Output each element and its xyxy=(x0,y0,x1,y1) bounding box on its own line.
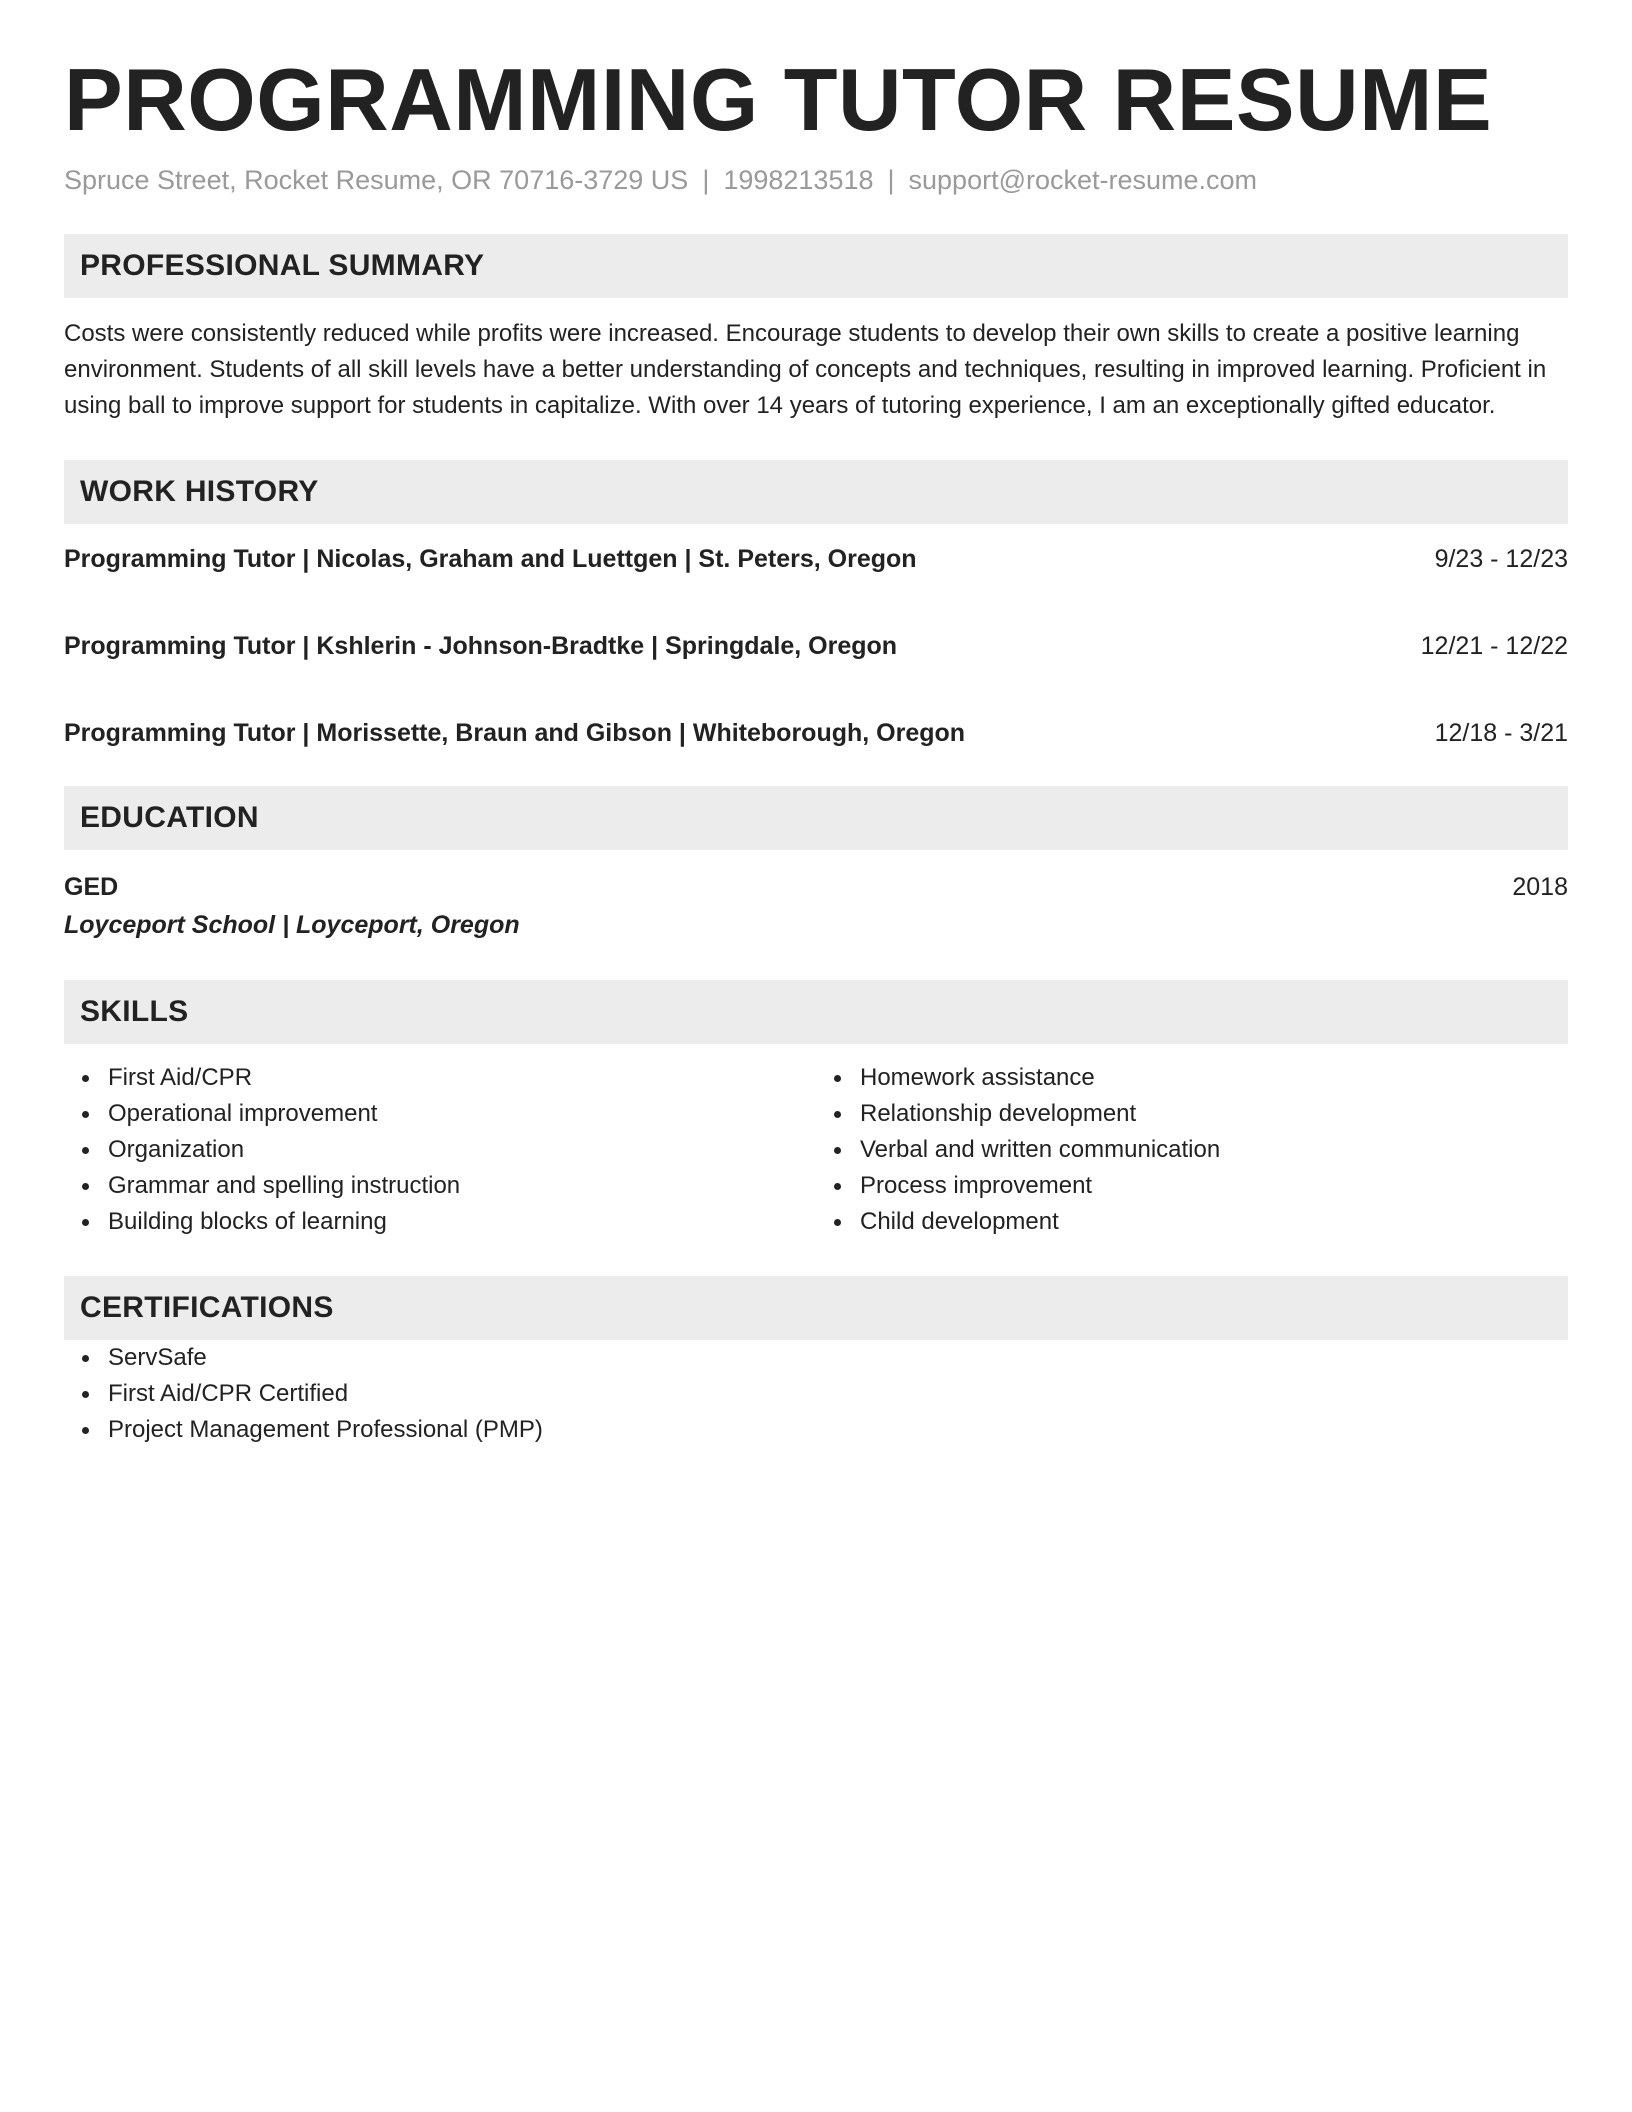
certification-item: First Aid/CPR Certified xyxy=(108,1376,1568,1412)
skill-item: Verbal and written communication xyxy=(860,1132,1568,1168)
skills-list-left xyxy=(64,1060,816,1240)
education-row xyxy=(64,868,1568,906)
job-dates: 12/21 - 12/22 xyxy=(1420,631,1568,660)
job-title: Programming Tutor | Kshlerin - Johnson-Bradtke | Springdale, Oregon xyxy=(64,631,898,660)
skills-list-right xyxy=(816,1060,1568,1240)
certifications-section xyxy=(64,1276,1568,1448)
certification-item: ServSafe xyxy=(108,1340,1568,1376)
skills-heading: SKILLS xyxy=(64,980,1568,1044)
contact-line xyxy=(64,163,1568,198)
skills-columns xyxy=(64,1060,1568,1240)
job-dates: 9/23 - 12/23 xyxy=(1434,544,1568,573)
contact-email[interactable]: support@rocket-resume.com xyxy=(908,164,1258,195)
skill-item: Organization xyxy=(108,1132,816,1168)
contact-separator: | xyxy=(887,164,895,195)
job-entry xyxy=(64,629,1568,663)
job-entry xyxy=(64,716,1568,750)
summary-section xyxy=(64,234,1568,424)
education-school: Loyceport School | Loyceport, Oregon xyxy=(64,910,520,939)
summary-text: Costs were consistently reduced while profits were increased. Encourage students to develop their own skills to create a positive learning environment. Students of all skill levels have a better understanding of concepts and techniques, resulting in improved learning. Proficient in using ball to improve support for students in capitalize. With over 14 years of tutoring experience, I am an exceptionally gifted educator. xyxy=(64,319,1547,419)
contact-address: Spruce Street, Rocket Resume, OR 70716-3729 US xyxy=(64,164,689,195)
work-history-section xyxy=(64,460,1568,750)
resume-title: PROGRAMMING TUTOR RESUME xyxy=(64,50,1493,149)
education-degree: GED xyxy=(64,872,119,901)
job-title: Programming Tutor | Morissette, Braun and Gibson | Whiteborough, Oregon xyxy=(64,718,966,747)
certifications-heading: CERTIFICATIONS xyxy=(64,1276,1568,1340)
education-heading: EDUCATION xyxy=(64,786,1568,850)
education-section xyxy=(64,786,1568,944)
job-entry xyxy=(64,542,1568,576)
skill-item: Child development xyxy=(860,1204,1568,1240)
skills-section xyxy=(64,980,1568,1240)
skill-item: Grammar and spelling instruction xyxy=(108,1168,816,1204)
contact-phone: 1998213518 xyxy=(723,164,874,195)
job-list xyxy=(64,542,1568,750)
skill-item: Homework assistance xyxy=(860,1060,1568,1096)
summary-heading: PROFESSIONAL SUMMARY xyxy=(64,234,1568,298)
skill-item: Relationship development xyxy=(860,1096,1568,1132)
education-entry xyxy=(64,868,1568,944)
skill-item: Process improvement xyxy=(860,1168,1568,1204)
education-year: 2018 xyxy=(1512,872,1568,901)
skill-item: Building blocks of learning xyxy=(108,1204,816,1240)
job-title: Programming Tutor | Nicolas, Graham and Luettgen | St. Peters, Oregon xyxy=(64,544,917,573)
certifications-list xyxy=(64,1340,1568,1448)
skill-item: First Aid/CPR xyxy=(108,1060,816,1096)
skill-item: Operational improvement xyxy=(108,1096,816,1132)
work-history-heading: WORK HISTORY xyxy=(64,460,1568,524)
job-dates: 12/18 - 3/21 xyxy=(1434,718,1568,747)
certification-item: Project Management Professional (PMP) xyxy=(108,1412,1568,1448)
contact-separator: | xyxy=(702,164,710,195)
